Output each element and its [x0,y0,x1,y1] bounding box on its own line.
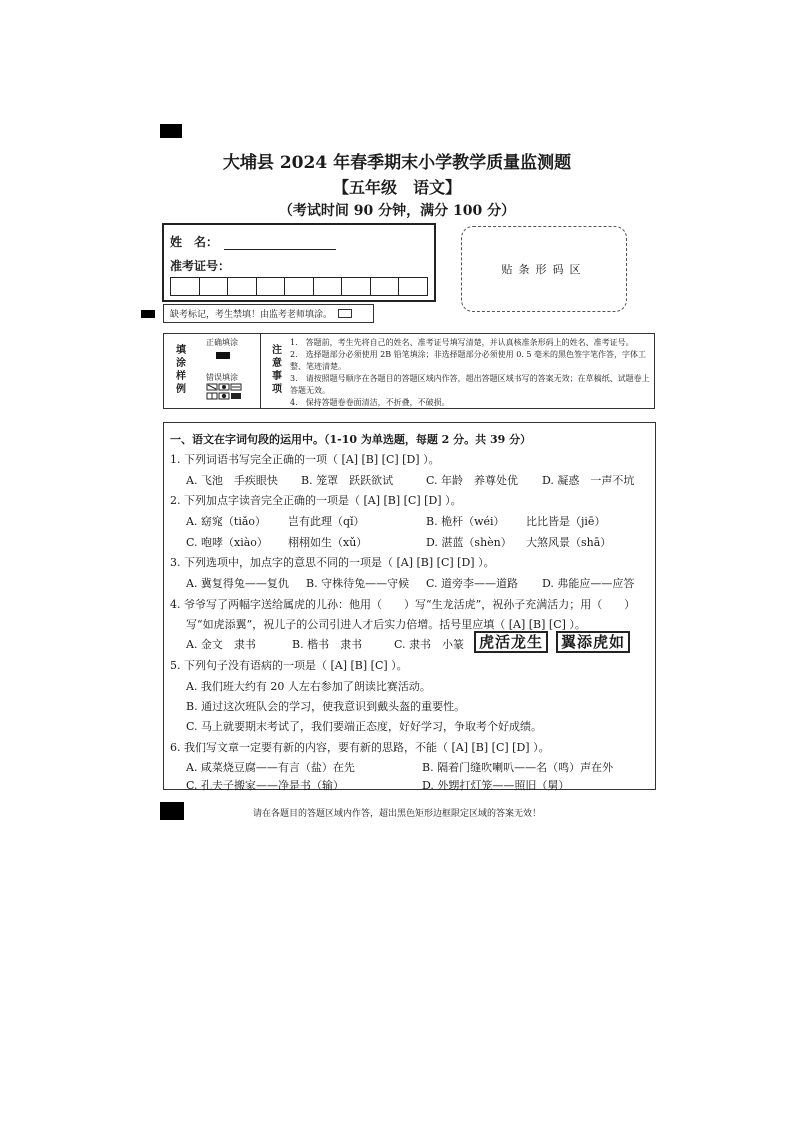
q5-option-c: C. 马上就要期末考试了，我们要端正态度，好好学习，争取考个好成绩。 [186,720,543,733]
fill-sample-label: 填 涂 样 例 [176,345,186,395]
q4-line-2[interactable]: 写“如虎添翼”，祝儿子的公司引进人才后实力倍增。括号里应填（ [A] [B] [C] ）。 [186,618,586,631]
q3-option-a: A. 冀复得兔——复仇 [186,577,289,590]
q4-option-b: B. 楷书 隶书 [292,638,363,651]
name-field[interactable] [224,237,336,250]
exam-id-cell[interactable] [313,277,343,296]
q2-option-d1: D. 湛蓝（shèn） [426,536,512,549]
q6-stem[interactable]: 6. 我们写文章一定要有新的内容，要有新的思路，不能（ [A] [B] [C] [D] ）。 [170,741,550,754]
question-section-1 [163,422,656,790]
q2-option-b2: 比比皆是（jiē） [526,515,606,528]
q2-option-c1: C. 咆哮（xiào） [186,536,268,549]
exam-id-cell[interactable] [341,277,371,296]
q1-option-b: B. 笼罩 跃跃欲试 [301,474,394,487]
q6-option-a: A. 咸菜烧豆腐——有言（盐）在先 [186,761,355,774]
exam-time-note: （考试时间 90 分钟，满分 100 分） [278,203,516,219]
q1-option-d: D. 凝惑 一声不坑 [542,474,635,487]
q3-option-d: D. 弗能应——应答 [542,577,635,590]
exam-subject: 【五年级 语文】 [332,178,461,197]
q5-option-a: A. 我们班大约有 20 人左右参加了朗读比赛活动。 [186,680,431,693]
q3-option-c: C. 道旁李——道路 [426,577,519,590]
q6-option-d: D. 外甥打灯笼——照旧（舅） [422,779,570,792]
instructions-box [163,333,655,409]
wrong-fill-sample: 错误填涂 [206,372,250,403]
q6-option-b: B. 隔着门缝吹喇叭——名（鸣）声在外 [422,761,614,774]
q5-stem[interactable]: 5. 下列句子没有语病的一项是（ [A] [B] [C] ）。 [170,659,408,672]
exam-id-cell[interactable] [227,277,257,296]
exam-id-cell[interactable] [284,277,314,296]
correct-fill-sample: 正确填涂 [206,337,238,359]
position-mark-top [160,124,182,138]
q2-stem[interactable]: 2. 下列加点字读音完全正确的一项是（ [A] [B] [C] [D] ）。 [170,494,462,507]
q1-option-a: A. 飞池 手疾眼快 [186,474,278,487]
q5-option-b: B. 通过这次班队会的学习，使我意识到戴头盔的重要性。 [186,700,466,713]
q2-option-a1: A. 窈窕（tiǎo） [186,515,267,528]
q3-stem[interactable]: 3. 下列选项中，加点字的意思不同的一项是（ [A] [B] [C] [D] ）。 [170,556,495,569]
exam-id-cell[interactable] [370,277,400,296]
wrong-fill-icons [206,383,250,401]
notice-item: 2. 选择题部分必须使用 2B 铅笔填涂；非选择题部分必须使用 0. 5 毫米的黑色签字笔作答，字体工整、笔迹清楚。 [290,350,647,371]
calligraphy-sample-2: 翼添虎如 [556,631,630,653]
q4-option-a: A. 金文 隶书 [186,638,256,651]
notice-item: 1. 答题前，考生先将自己的姓名、准考证号填写清楚，并认真核准条形码上的姓名、准考证号。 [290,338,634,347]
exam-id-cells[interactable] [170,277,427,296]
student-info-box [162,223,436,302]
q4-option-c: C. 隶书 小篆 [394,638,465,651]
q2-option-d2: 大煞风景（shā） [526,536,612,549]
notice-list [290,337,650,409]
q6-option-c: C. 孔夫子搬家——净是书（输） [186,779,345,792]
footer-warning: 请在各题目的答题区域内作答，超出黑色矩形边框限定区域的答案无效！ [252,809,541,819]
notice-item: 3. 请按照题号顺序在各题目的答题区域内作答，超出答题区域书写的答案无效；在草稿纸、试题卷上答题无效。 [290,374,650,395]
absent-note: 缺考标记，考生禁填！由监考老师填涂。 [170,310,333,320]
q4-line-1: 4. 爷爷写了两幅字送给属虎的儿孙：他用（ ）写“生龙活虎”，祝孙子充满活力；用（ ） [170,598,636,611]
filled-bubble-icon [216,352,230,359]
notice-label: 注 意 事 项 [272,345,282,395]
q2-option-c2: 栩栩如生（xǔ） [288,536,368,549]
q2-option-b1: B. 桅杆（wéi） [426,515,505,528]
name-row [170,233,336,250]
exam-id-cell[interactable] [398,277,428,296]
q1-stem[interactable]: 1. 下列词语书写完全正确的一项（ [A] [B] [C] [D] ）。 [170,453,440,466]
section-heading: 一、语文在字词句段的运用中。（1-10 为单选题，每题 2 分。共 39 分） [170,433,532,446]
absent-mark-row [163,304,374,323]
notice-item: 4. 保持答题卷卷面清洁，不折叠，不破损。 [290,398,450,407]
absent-checkbox[interactable] [338,309,352,318]
q3-option-b: B. 守株待兔——守候 [306,577,410,590]
exam-id-label: 准考证号： [170,259,231,273]
position-mark-middle [141,310,155,318]
q1-option-c: C. 年龄 养尊处优 [426,474,519,487]
exam-id-cell[interactable] [256,277,286,296]
barcode-area: 贴条形码区 [461,226,627,312]
exam-id-cell[interactable] [170,277,200,296]
name-label: 姓 名： [170,235,219,249]
exam-title: 大埔县 2024 年春季期末小学教学质量监测题 [222,153,572,173]
q2-option-a2: 岂有此理（qǐ） [288,515,365,528]
calligraphy-sample-1: 虎活龙生 [474,631,548,653]
exam-id-cell[interactable] [199,277,229,296]
